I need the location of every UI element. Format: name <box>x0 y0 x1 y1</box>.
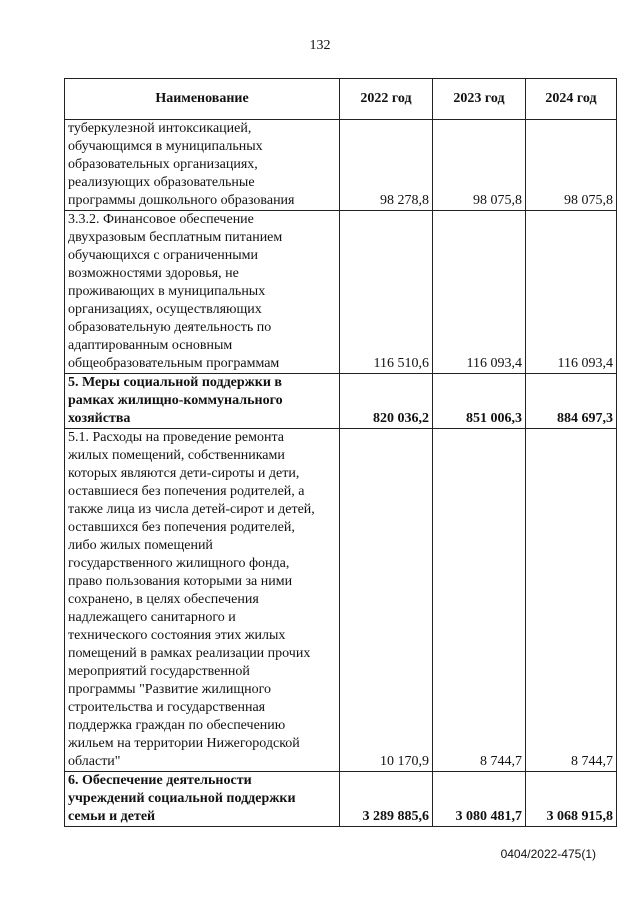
table-header-row <box>65 79 617 120</box>
header-2023: 2023 год <box>433 79 526 120</box>
header-2022: 2022 год <box>340 79 433 120</box>
row-value-2022: 116 510,6 <box>340 211 433 374</box>
row-value-2023: 3 080 481,7 <box>433 772 526 827</box>
row-name: 3.3.2. Финансовое обеспечение двухразовым бесплатным питанием обучающихся с ограниченными возможностями здоровья, не проживающих в муниципальных организациях, осуществляющих образовательную деятельность по адаптированным основным общеобразовательным программам <box>65 211 340 374</box>
row-value-2022: 3 289 885,6 <box>340 772 433 827</box>
table-row-section <box>65 772 617 827</box>
row-name: туберкулезной интоксикацией, обучающимся в муниципальных образовательных организациях, реализующих образовательные программы дошкольного образования <box>65 120 340 211</box>
row-name: 5. Меры социальной поддержки в рамках жилищно-коммунального хозяйства <box>65 374 340 429</box>
row-value-2024: 98 075,8 <box>526 120 617 211</box>
row-name: 6. Обеспечение деятельности учреждений социальной поддержки семьи и детей <box>65 772 340 827</box>
row-value-2023: 851 006,3 <box>433 374 526 429</box>
header-2024: 2024 год <box>526 79 617 120</box>
table-row <box>65 429 617 772</box>
row-value-2023: 116 093,4 <box>433 211 526 374</box>
row-value-2022: 98 278,8 <box>340 120 433 211</box>
table-row-section <box>65 374 617 429</box>
row-value-2022: 820 036,2 <box>340 374 433 429</box>
page-number: 132 <box>309 38 331 53</box>
budget-table <box>64 78 617 827</box>
row-value-2023: 98 075,8 <box>433 120 526 211</box>
row-value-2024: 3 068 915,8 <box>526 772 617 827</box>
header-name: Наименование <box>65 79 340 120</box>
row-value-2023: 8 744,7 <box>433 429 526 772</box>
document-code: 0404/2022-475(1) <box>500 847 596 861</box>
row-value-2024: 116 093,4 <box>526 211 617 374</box>
row-value-2024: 8 744,7 <box>526 429 617 772</box>
row-value-2022: 10 170,9 <box>340 429 433 772</box>
table-row <box>65 120 617 211</box>
row-value-2024: 884 697,3 <box>526 374 617 429</box>
row-name: 5.1. Расходы на проведение ремонта жилых помещений, собственниками которых являются дети-сироты и дети, оставшиеся без попечения родителей, а также лица из числа детей-сирот и детей, оставшихся без попечения родителей, либо жилых помещений государственного жилищного фонда, право пользования которыми за ними сохранено, в целях обеспечения надлежащего санитарного и технического состояния этих жилых помещений в рамках реализации прочих мероприятий государственной программы "Развитие жилищного строительства и государственная поддержка граждан по обеспечению жильем на территории Нижегородской области" <box>65 429 340 772</box>
table-row <box>65 211 617 374</box>
